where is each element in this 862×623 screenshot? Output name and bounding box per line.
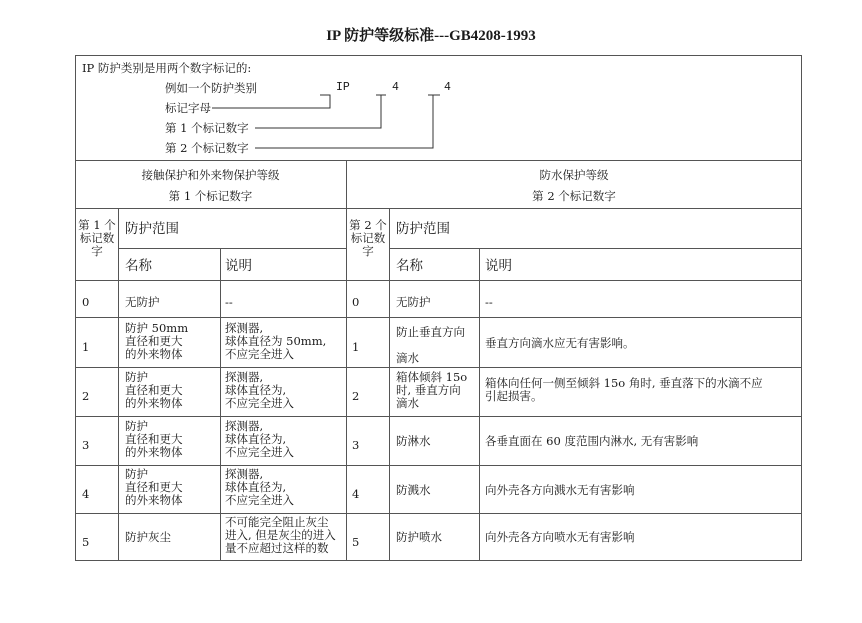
connector-digit2 [255, 95, 440, 148]
row3-num1: 3 [82, 438, 90, 452]
row4-desc2: 向外壳各方向溅水无有害影响 [485, 483, 635, 497]
row3-num2: 3 [352, 438, 360, 452]
connector-letters [212, 95, 330, 108]
row5-num1: 5 [82, 535, 90, 549]
row0-num2: 0 [352, 295, 360, 309]
left-section-heading: 接触保护和外来物保护等级 [141, 168, 280, 182]
col-header-desc1: 说明 [225, 258, 252, 274]
row0-desc2: -- [485, 295, 493, 309]
row5-name1: 防护灰尘 [125, 530, 171, 544]
label-digit2: 第 2 个标记数字 [165, 141, 249, 155]
row1-name2: 防止垂直方向 滴水 [396, 325, 465, 365]
row1-desc2: 垂直方向滴水应无有害影响。 [485, 336, 635, 350]
row0-name2: 无防护 [396, 295, 431, 309]
intro-text: IP 防护类别是用两个数字标记的: [82, 61, 252, 75]
example-digit1: 4 [392, 81, 399, 94]
label-digit1: 第 1 个标记数字 [165, 121, 249, 135]
row5-name2: 防护喷水 [396, 530, 442, 544]
row3-desc2: 各垂直面在 60 度范围内淋水, 无有害影响 [485, 434, 699, 448]
row1-num2: 1 [352, 340, 360, 354]
col-header-desc2: 说明 [485, 258, 512, 274]
left-section-subheading: 第 1 个标记数字 [168, 189, 253, 203]
row1-desc1: 探测器, 球体直径为 50mm, 不应完全进入 [225, 321, 327, 361]
row5-desc1: 不可能完全阻止灰尘 进入, 但是灰尘的进入 量不应超过这样的数 [225, 515, 336, 555]
row4-num1: 4 [82, 487, 90, 501]
col-header-range1: 防护范围 [125, 221, 179, 237]
row4-name1: 防护 直径和更大 的外来物体 [125, 467, 183, 507]
connector-digit1 [255, 95, 386, 128]
row0-desc1: -- [225, 295, 233, 309]
col-header-num1: 第 1 个标记数字 [78, 218, 116, 258]
label-letters: 标记字母 [165, 101, 211, 115]
row2-desc1: 探测器, 球体直径为, 不应完全进入 [225, 370, 294, 410]
row2-name2: 箱体倾斜 15o 时, 垂直方向 滴水 [396, 370, 468, 410]
row2-num1: 2 [82, 389, 90, 403]
row0-name1: 无防护 [125, 295, 160, 309]
row1-num1: 1 [82, 340, 90, 354]
row1-name1: 防护 50mm 直径和更大 的外来物体 [125, 321, 189, 361]
row3-desc1: 探测器, 球体直径为, 不应完全进入 [225, 419, 294, 459]
right-section-heading: 防水保护等级 [539, 168, 609, 182]
row4-name2: 防溅水 [396, 483, 431, 497]
col-header-range2: 防护范围 [396, 221, 450, 237]
row4-num2: 4 [352, 487, 360, 501]
example-ip: IP [336, 81, 350, 94]
col-header-num2: 第 2 个标记数字 [349, 218, 387, 258]
col-header-name1: 名称 [125, 258, 152, 274]
row2-num2: 2 [352, 389, 360, 403]
row3-name2: 防淋水 [396, 434, 431, 448]
example-label: 例如一个防护类别 [165, 81, 257, 95]
row3-name1: 防护 直径和更大 的外来物体 [125, 419, 183, 459]
row5-desc2: 向外壳各方向喷水无有害影响 [485, 530, 635, 544]
row2-desc2: 箱体向任何一侧至倾斜 15o 角时, 垂直落下的水滴不应 引起损害。 [485, 376, 763, 403]
example-digit2: 4 [444, 81, 451, 94]
page-title: IP 防护等级标准---GB4208-1993 [326, 28, 536, 44]
row0-num1: 0 [82, 295, 90, 309]
row2-name1: 防护 直径和更大 的外来物体 [125, 370, 183, 410]
right-section-subheading: 第 2 个标记数字 [532, 189, 616, 203]
row5-num2: 5 [352, 535, 360, 549]
row4-desc1: 探测器, 球体直径为, 不应完全进入 [225, 467, 294, 507]
col-header-name2: 名称 [396, 258, 423, 274]
